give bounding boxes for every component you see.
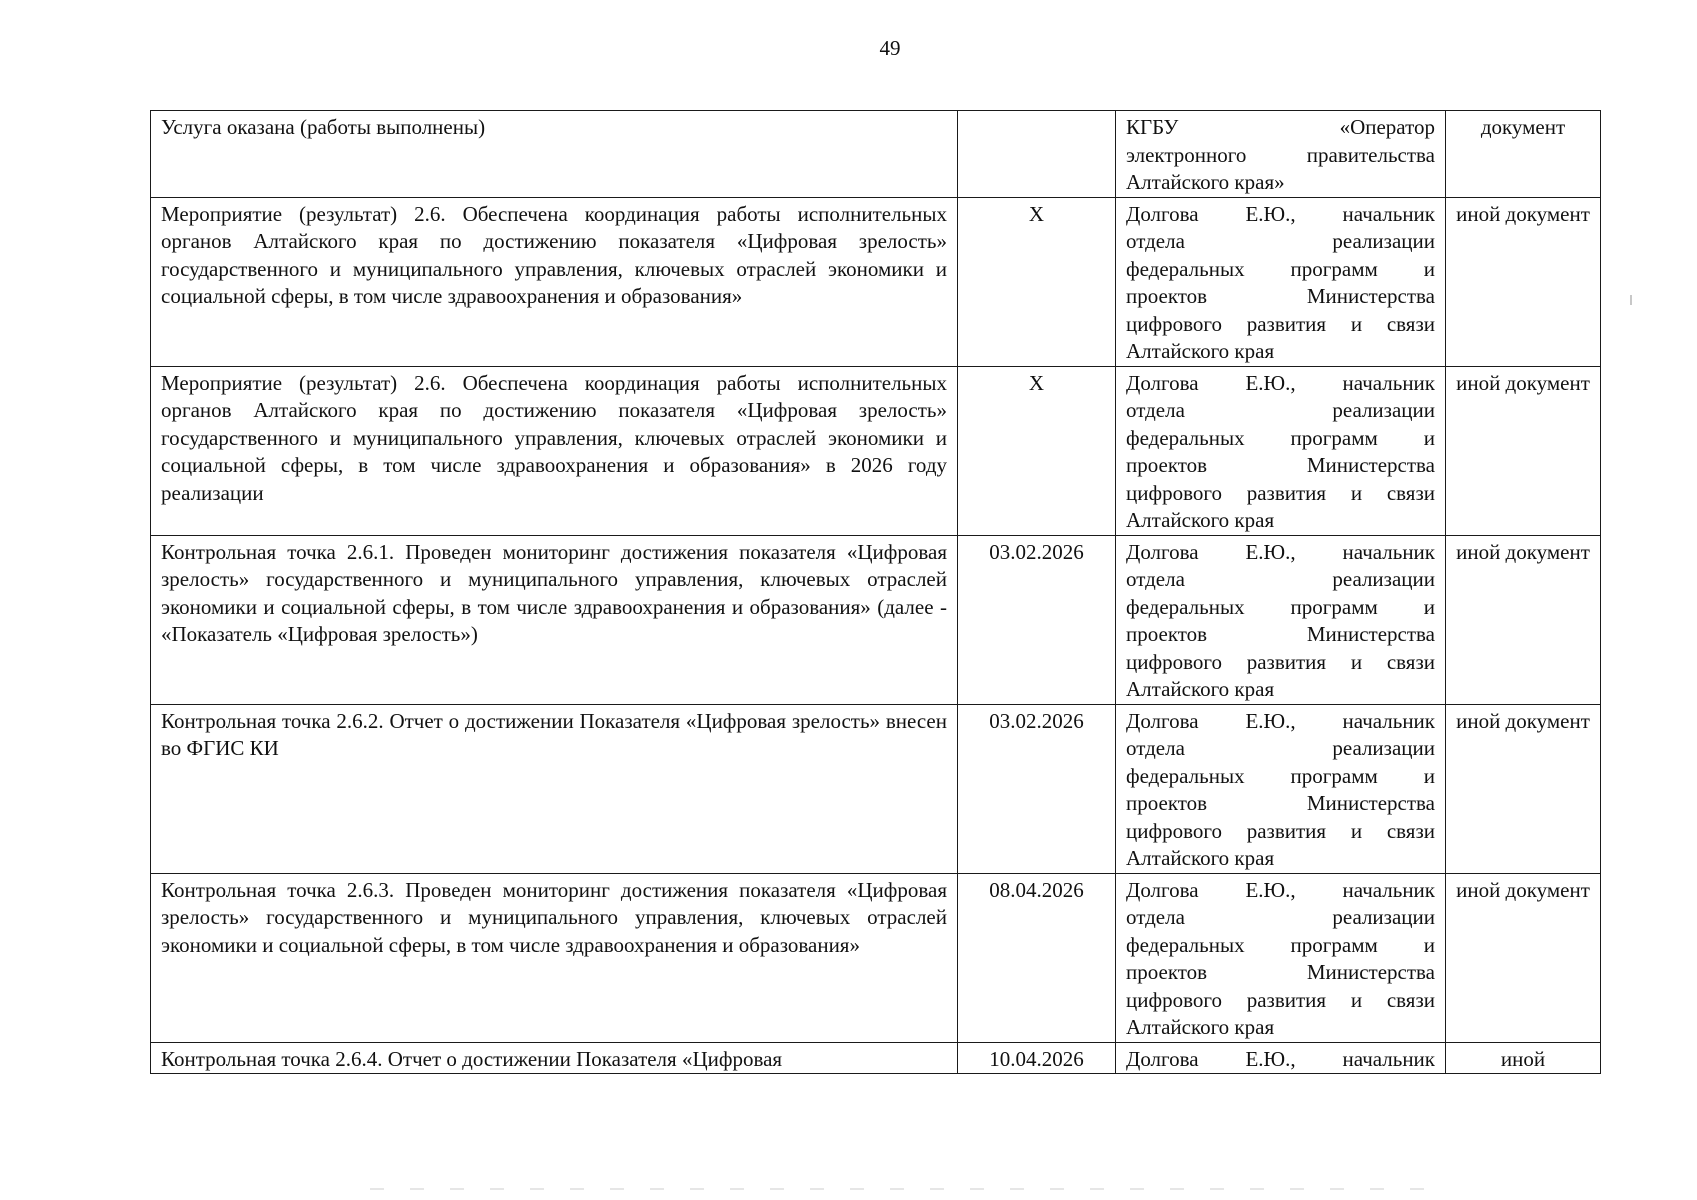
description-text: Контрольная точка 2.6.1. Проведен мониторинг достижения показателя «Цифровая зрелость» государственного и муниципального управления, ключевых отраслей экономики и социальной сферы, в том числе здравоохранения и образования» (далее - «Показатель «Цифровая зрелость») [161,539,947,646]
date-cell [958,873,1116,1042]
responsible-line: Долгова Е.Ю., начальник [1126,201,1435,226]
description-cell [151,111,958,198]
responsible-line: федеральных программ и [1126,932,1435,957]
document-text: иной [1500,1046,1546,1071]
document-text: иной документ [1456,370,1590,395]
responsible-line: цифрового развития и связи [1126,480,1435,505]
responsible-line: отдела реализации [1126,736,1435,760]
responsible-line: электронного правительства [1126,142,1435,167]
scan-artifact [370,1188,1450,1190]
responsible-line: федеральных программ и [1126,256,1435,281]
page-number: 49 [879,36,901,60]
responsible-line: Алтайского края» [1126,170,1285,194]
responsible-line: Алтайского края [1126,677,1275,701]
responsible-cell [1116,704,1446,873]
responsible-line: Долгова Е.Ю., начальник [1126,1046,1435,1071]
table-row [151,111,1601,198]
responsible-line: цифрового развития и связи [1126,311,1435,336]
responsible-line: проектов Министерства [1126,960,1435,984]
date-cell [958,197,1116,366]
responsible-line: цифрового развития и связи [1126,818,1435,843]
document-cell [1446,535,1601,704]
responsible-line: Долгова Е.Ю., начальник [1126,539,1435,564]
document-cell [1446,1042,1601,1074]
document-cell [1446,704,1601,873]
description-cell [151,1042,958,1074]
scan-artifact [1630,295,1632,305]
document-text: иной документ [1456,877,1590,902]
date-cell [958,704,1116,873]
description-cell [151,197,958,366]
responsible-cell [1116,1042,1446,1074]
responsible-line: федеральных программ и [1126,425,1435,450]
table-row [151,1042,1601,1074]
responsible-line: отдела реализации [1126,567,1435,591]
responsible-line: Долгова Е.Ю., начальник [1126,877,1435,902]
date-text: 03.02.2026 [989,539,1084,564]
responsible-line: отдела реализации [1126,905,1435,929]
date-cell [958,1042,1116,1074]
responsible-line: цифрового развития и связи [1126,649,1435,674]
responsible-line: отдела реализации [1126,229,1435,253]
table-row [151,366,1601,535]
responsible-cell [1116,197,1446,366]
responsible-cell [1116,873,1446,1042]
responsible-line: федеральных программ и [1126,763,1435,788]
responsible-line: проектов Министерства [1126,284,1435,308]
date-text: Х [1028,370,1045,395]
responsible-line: отдела реализации [1126,398,1435,422]
document-cell [1446,366,1601,535]
responsible-cell [1116,535,1446,704]
date-text: Х [1028,201,1045,226]
date-text: 08.04.2026 [989,877,1084,902]
description-cell [151,873,958,1042]
table-row [151,873,1601,1042]
responsible-line: Алтайского края [1126,508,1275,532]
responsible-cell [1116,111,1446,198]
description-cell [151,704,958,873]
date-text: 03.02.2026 [989,708,1084,733]
responsible-line: проектов Министерства [1126,453,1435,477]
table-row [151,197,1601,366]
date-cell [958,366,1116,535]
description-text: Мероприятие (результат) 2.6. Обеспечена координация работы исполнительных органов Алтайского края по достижению показателя «Цифровая зрелость» государственного и муниципального управления, ключевых отраслей экономики и социальной сферы, в том числе здравоохранения и образования» [161,201,947,308]
date-cell [958,111,1116,198]
document-cell [1446,873,1601,1042]
responsible-cell [1116,366,1446,535]
responsible-line: КГБУ «Оператор [1126,115,1435,139]
responsible-line: Алтайского края [1126,339,1275,363]
date-text: 10.04.2026 [989,1046,1084,1071]
table-row [151,535,1601,704]
description-cell [151,366,958,535]
description-text: Мероприятие (результат) 2.6. Обеспечена координация работы исполнительных органов Алтайского края по достижению показателя «Цифровая зрелость» государственного и муниципального управления, ключевых отраслей экономики и социальной сферы, в том числе здравоохранения и образования» в 2026 году реализации [161,370,947,505]
description-cell [151,535,958,704]
responsible-line: цифрового развития и связи [1126,987,1435,1012]
document-text: иной документ [1456,539,1590,564]
plan-table [150,110,1601,1074]
description-text: Услуга оказана (работы выполнены) [161,115,486,139]
document-text: иной документ [1456,708,1590,733]
responsible-line: проектов Министерства [1126,791,1435,815]
responsible-line: Долгова Е.Ю., начальник [1126,370,1435,395]
date-cell [958,535,1116,704]
responsible-line: Алтайского края [1126,1015,1275,1039]
description-text: Контрольная точка 2.6.2. Отчет о достижении Показателя «Цифровая зрелость» внесен во ФГИС КИ [161,708,947,760]
description-text: Контрольная точка 2.6.3. Проведен мониторинг достижения показателя «Цифровая зрелость» государственного и муниципального управления, ключевых отраслей экономики и социальной сферы, в том числе здравоохранения и образования» [161,877,947,957]
document-text: иной документ [1456,201,1590,226]
document-text: документ [1480,115,1566,139]
responsible-line: федеральных программ и [1126,594,1435,619]
responsible-line: проектов Министерства [1126,622,1435,646]
responsible-line: Долгова Е.Ю., начальник [1126,708,1435,733]
document-cell [1446,111,1601,198]
table-row [151,704,1601,873]
document-cell [1446,197,1601,366]
description-text: Контрольная точка 2.6.4. Отчет о достижении Показателя «Цифровая [161,1046,783,1071]
responsible-line: Алтайского края [1126,846,1275,870]
